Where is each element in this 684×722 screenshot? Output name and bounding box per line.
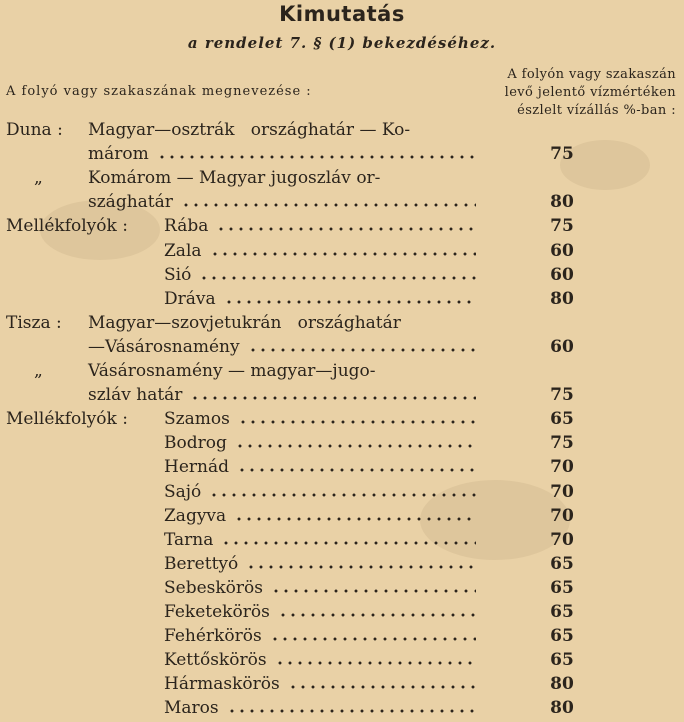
table-row [0,385,684,409]
table-row [0,168,684,192]
tributary-name: Szamos [164,409,230,430]
right-header-line: A folyón vagy szakaszán [507,67,676,82]
leader-dots [209,492,476,498]
leader-dots [157,154,476,160]
right-column-header [460,66,676,120]
water-level-percent: 65 [550,626,574,647]
leader-dots [235,443,476,449]
table-row [0,530,684,554]
leader-dots [221,540,476,546]
leader-dots [181,202,476,208]
tributary-name: Kettőskörös [164,650,267,671]
table-row [0,650,684,674]
river-name: Tisza : [6,312,62,333]
leader-dots [248,347,476,353]
table-row [0,409,684,433]
water-level-percent: 70 [550,457,574,478]
ditto-mark: „ [34,168,43,189]
left-column-header: A folyó vagy szakaszának megnevezése : [6,84,312,99]
water-level-percent: 70 [550,505,574,526]
table-row [0,216,684,240]
right-header-line: levő jelentő vízmértéken [504,85,676,100]
section-description: Magyar—szovjetukrán országhatár [88,312,401,333]
leader-dots [246,564,476,570]
tributary-name: Rába [164,216,209,237]
tributary-name: Feketekörös [164,602,270,622]
water-level-percent: 65 [550,602,574,622]
leader-dots [227,708,476,714]
tributary-name: Sió [164,264,192,285]
section-description: Komárom — Magyar jugoszláv or- [88,168,381,189]
water-level-percent: 75 [550,433,574,454]
table-row [0,578,684,602]
water-level-percent: 65 [550,650,574,671]
table-row [0,265,684,289]
leader-dots [275,660,476,666]
leader-dots [190,395,476,401]
tributary-name: Hernád [164,457,229,478]
water-level-percent: 65 [550,577,574,598]
water-level-percent: 75 [550,385,574,406]
right-header-line: észlelt vízállás %-ban : [517,103,676,118]
leader-dots [270,636,476,642]
section-description: szághatár [88,192,173,213]
leader-dots [271,588,476,594]
water-level-percent: 80 [550,192,574,213]
water-level-percent: 70 [550,481,574,502]
leader-dots [199,275,476,281]
leader-dots [278,612,476,618]
river-name: Mellékfolyók : [6,409,128,430]
tributary-name: Maros [164,698,219,719]
river-name: Duna : [6,120,63,140]
table-row [0,698,684,722]
leader-dots [216,226,476,232]
table-row [0,602,684,626]
table-row [0,337,684,361]
leader-dots [237,467,476,473]
table-row [0,506,684,530]
table-row [0,241,684,265]
water-level-percent: 80 [550,698,574,719]
table-row [0,626,684,650]
tributary-name: Dráva [164,288,216,309]
table-row [0,120,684,144]
river-name: Mellékfolyók : [6,216,128,237]
tributary-name: Hármaskörös [164,674,280,695]
tributary-name: Zagyva [164,505,227,526]
leader-dots [234,516,476,522]
water-level-percent: 80 [550,674,574,695]
table-row [0,144,684,168]
table-row [0,554,684,578]
tributary-name: Berettyó [164,553,239,574]
leader-dots [210,251,476,257]
document-subtitle: a rendelet 7. § (1) bekezdéséhez. [187,34,497,52]
water-level-percent: 60 [550,264,574,285]
tributary-name: Tarna [164,529,214,550]
leader-dots [224,299,476,305]
water-level-percent: 75 [550,144,574,165]
section-description: márom [88,144,149,165]
water-level-percent: 60 [550,336,574,357]
water-level-percent: 65 [550,553,574,574]
table-row [0,289,684,313]
table-row [0,192,684,216]
water-level-percent: 60 [550,240,574,261]
water-level-percent: 80 [550,288,574,309]
section-description: szláv határ [88,385,183,406]
water-level-percent: 75 [550,216,574,237]
leader-dots [288,684,476,690]
table-row [0,457,684,481]
tributary-name: Bodrog [164,433,227,454]
section-description: —Vásárosnamény [88,336,240,357]
table-row [0,482,684,506]
tributary-name: Fehérkörös [164,626,262,647]
water-level-percent: 65 [550,409,574,430]
tributary-name: Sajó [164,481,202,502]
table-row [0,674,684,698]
table-row [0,313,684,337]
table-row [0,433,684,457]
tributary-name: Sebeskörös [164,577,263,598]
water-level-percent: 70 [550,529,574,550]
section-description: Vásárosnamény — magyar—jugo- [88,361,376,381]
tributary-name: Zala [164,240,202,261]
document-title: Kimutatás [279,2,405,26]
ditto-mark: „ [34,361,43,381]
section-description: Magyar—osztrák országhatár — Ko- [88,120,411,140]
table-row [0,361,684,385]
leader-dots [238,419,476,425]
